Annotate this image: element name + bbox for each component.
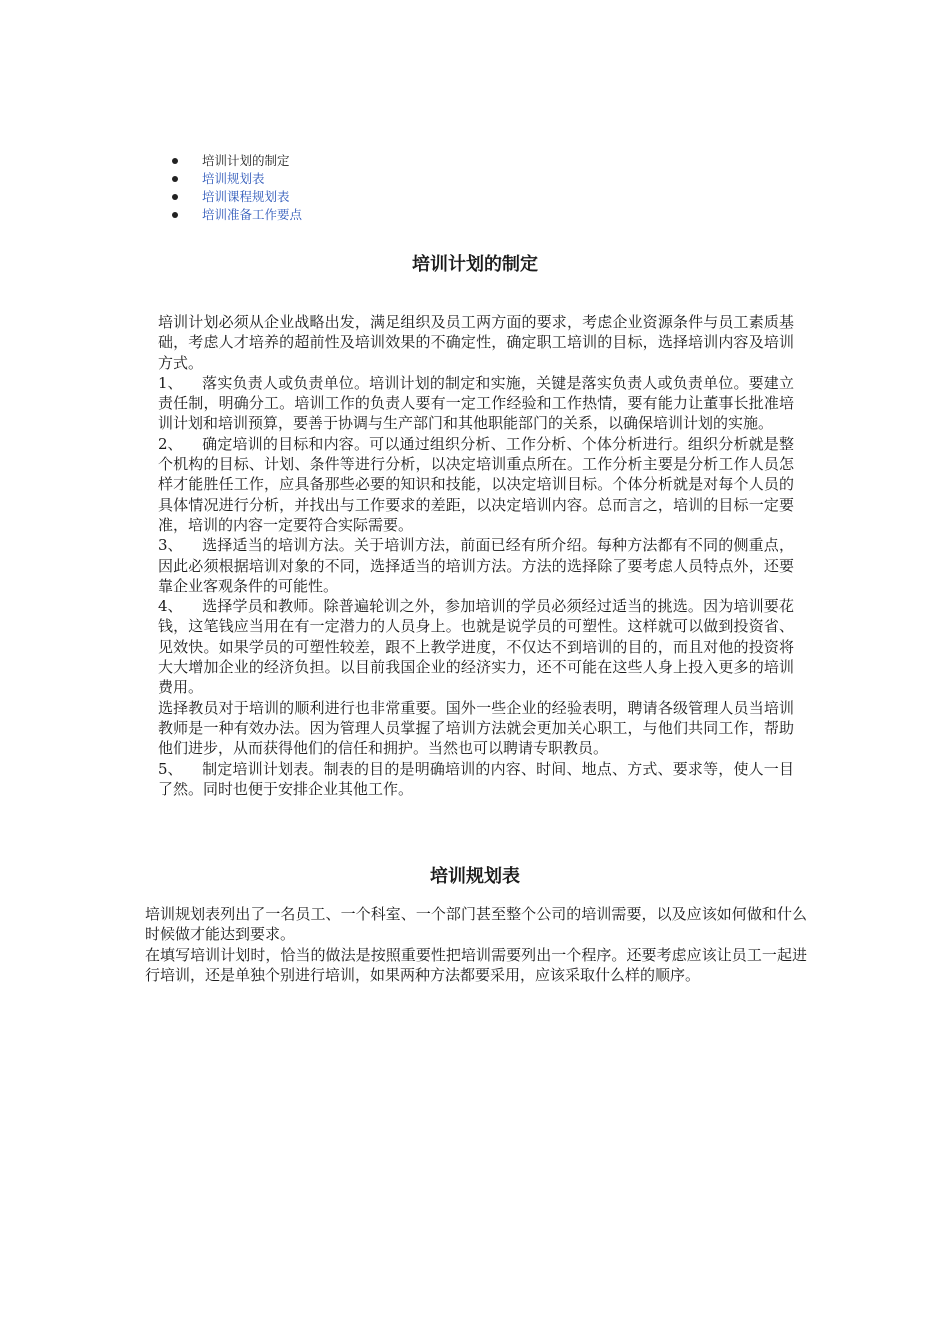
paragraph: 培训规划表列出了一名员工、一个科室、一个部门甚至整个公司的培训需要，以及应该如何做和什么时候做才能达到要求。: [145, 905, 807, 944]
toc-item-label: 培训计划的制定: [202, 153, 290, 168]
paragraph: 选择教员对于培训的顺利进行也非常重要。国外一些企业的经验表明，聘请各级管理人员当培训教师是一种有效办法。因为管理人员掌握了培训方法就会更加关心职工，与他们共同工作，帮助他们进步，从而获得他们的信任和拥护。当然也可以聘请专职教员。: [158, 698, 794, 758]
section-body: [158, 312, 794, 799]
paragraph: 培训计划必须从企业战略出发，满足组织及员工两方面的要求，考虑企业资源条件与员工素质基础，考虑人才培养的超前性及培训效果的不确定性，确定职工培训的目标，选择培训内容及培训方式。: [158, 313, 794, 372]
item-text: 落实负责人或负责单位。培训计划的制定和实施，关键是落实负责人或负责单位。要建立责任制，明确分工。培训工作的负责人要有一定工作经验和工作热情，要有能力让董事长批准培训计划和培训预算，要善于协调与生产部门和其他职能部门的关系，以确保培训计划的实施。: [158, 373, 794, 433]
toc-item[interactable]: [168, 188, 302, 206]
table-of-contents: [168, 152, 302, 224]
item-text: 选择适当的培训方法。关于培训方法，前面已经有所介绍。每种方法都有不同的侧重点，因此必须根据培训对象的不同，选择适当的培训方法。方法的选择除了要考虑人员特点外，还要靠企业客观条件的可能性。: [158, 536, 794, 595]
toc-link[interactable]: 培训准备工作要点: [202, 207, 303, 222]
list-item: [158, 373, 794, 434]
item-number: 1、: [158, 373, 183, 392]
toc-link[interactable]: 培训课程规划表: [202, 189, 290, 204]
item-text: 确定培训的目标和内容。可以通过组织分析、工作分析、个体分析进行。组织分析就是整个机构的目标、计划、条件等进行分析，以决定培训重点所在。工作分析主要是分析工作人员怎样才能胜任工作，应具备那些必要的知识和技能，以决定培训目标。个体分析就是对每个人员的具体情况进行分析，并找出与工作要求的差距，以决定培训内容。总而言之，培训的目标一定要准，培训的内容一定要符合实际需要。: [158, 434, 794, 534]
toc-item[interactable]: [168, 170, 302, 188]
list-item: [158, 596, 794, 697]
toc-item: [168, 152, 302, 170]
section-title: 培训计划的制定: [412, 254, 538, 275]
item-text: 制定培训计划表。制表的目的是明确培训的内容、时间、地点、方式、要求等，使人一目了然。同时也便于安排企业其他工作。: [158, 759, 794, 798]
toc-link[interactable]: 培训规划表: [202, 171, 265, 186]
bullet-icon: [172, 176, 178, 182]
item-number: 3、: [158, 536, 183, 555]
item-number: 2、: [158, 434, 183, 453]
item-text: 选择学员和教师。除普遍轮训之外，参加培训的学员必须经过适当的挑选。因为培训要花钱，这笔钱应当用在有一定潜力的人员身上。也就是说学员的可塑性。这样就可以做到投资省、见效快。如果学员的可塑性较差，跟不上教学进度，不仅达不到培训的目的，而且对他的投资将大大增加企业的经济负担。以目前我国企业的经济实力，还不可能在这些人身上投入更多的培训费用。: [158, 597, 794, 697]
item-number: 4、: [158, 597, 183, 616]
list-item: [158, 535, 794, 596]
list-item: [158, 434, 794, 535]
paragraph: 在填写培训计划时，恰当的做法是按照重要性把培训需要列出一个程序。还要考虑应该让员工一起进行培训，还是单独个别进行培训，如果两种方法都要采用，应该采取什么样的顺序。: [145, 945, 807, 984]
item-number: 5、: [158, 759, 183, 778]
bullet-icon: [172, 212, 178, 218]
section-title: 培训规划表: [430, 866, 520, 887]
section-body: [145, 904, 807, 985]
toc-item[interactable]: [168, 206, 302, 224]
bullet-icon: [172, 194, 178, 200]
list-item: [158, 759, 794, 800]
bullet-icon: [172, 158, 178, 164]
